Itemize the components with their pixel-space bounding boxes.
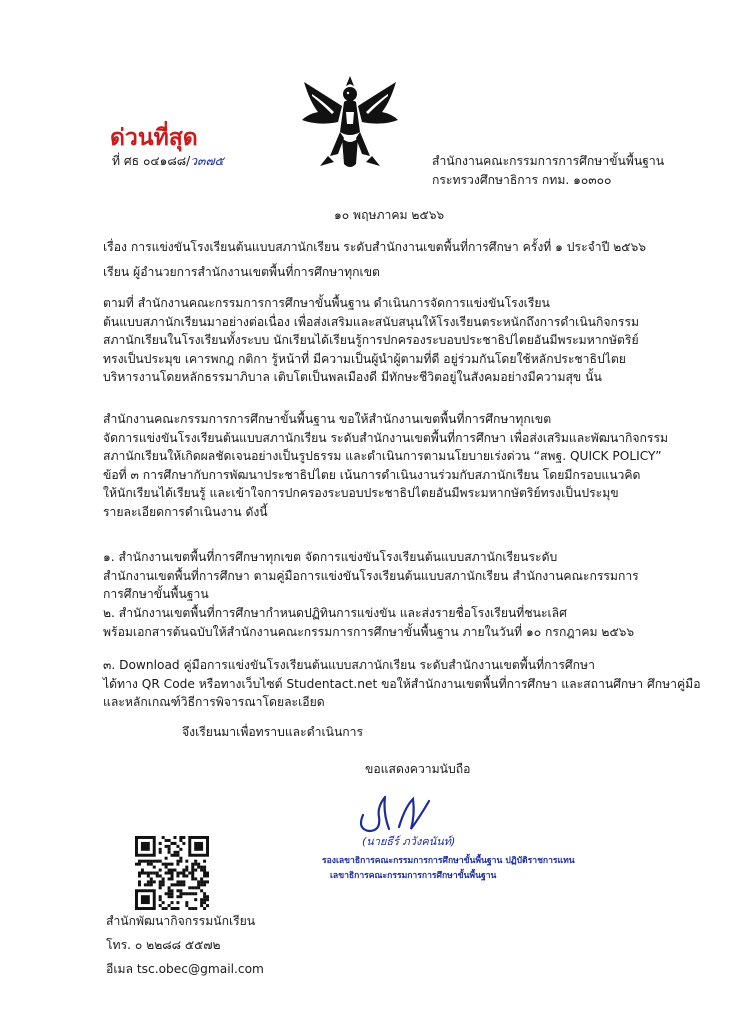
paragraph-line: บริหารงานโดยหลักธรรมาภิบาล เติบโตเป็นพลเมืองดี มีทักษะชีวิตอยู่ในสังคมอย่างมีความสุข นั้น	[103, 370, 602, 384]
paragraph-item-1	[103, 548, 663, 604]
paragraph-line: สำนักงานเขตพื้นที่การศึกษา ตามคู่มือการแข่งขันโรงเรียนต้นแบบสภานักเรียน สำนักงานคณะกรรมการ	[103, 568, 639, 583]
closing-line: จึงเรียนมาเพื่อทราบและดำเนินการ	[182, 725, 364, 739]
garuda-emblem-icon	[300, 72, 400, 172]
reference-prefix: ที่ ศธ ๐๔๑๘๘/	[112, 154, 191, 168]
paragraph-line: ต้นแบบสภานักเรียนมาอย่างต่อเนื่อง เพื่อส่งเสริมและสนับสนุนให้โรงเรียนตระหนักถึงการดำเนินกิจกรรม	[103, 314, 640, 329]
signer-title-secondary: เลขาธิการคณะกรรมการการศึกษาขั้นพื้นฐาน	[330, 871, 497, 881]
letter-subject: เรื่อง การแข่งขันโรงเรียนต้นแบบสภานักเรียน ระดับสำนักงานเขตพื้นที่การศึกษา ครั้งที่ ๑ ประจำปี ๒๕๖๖	[103, 240, 646, 254]
org-address: กระทรวงศึกษาธิการ กทม. ๑๐๓๐๐	[432, 173, 612, 187]
paragraph-line: ๑. สำนักงานเขตพื้นที่การศึกษาทุกเขต จัดการแข่งขันโรงเรียนต้นแบบสภานักเรียนระดับ	[103, 550, 558, 564]
footer-department: สำนักพัฒนากิจกรรมนักเรียน	[106, 914, 256, 928]
footer-phone: โทร. ๐ ๒๒๘๘ ๕๕๗๒	[106, 938, 221, 952]
reference-number	[112, 152, 224, 170]
paragraph-line: และหลักเกณฑ์วิธีการพิจารณาโดยละเอียด	[103, 695, 325, 709]
paragraph-line: ทรงเป็นประมุข เคารพกฎ กติกา รู้หน้าที่ มีความเป็นผู้นำผู้ตามที่ดี อยู่ร่วมกันโดยใช้หลักประชาธิปไตย	[103, 351, 626, 366]
paragraph-line: ข้อที่ ๓ การศึกษากับการพัฒนาประชาธิปไตย เน้นการดำเนินงานร่วมกับสภานักเรียน โดยมีกรอบแนวคิด	[103, 467, 641, 482]
paragraph-line: พร้อมเอกสารต้นฉบับให้สำนักงานคณะกรรมการการศึกษาขั้นพื้นฐาน ภายในวันที่ ๑๐ กรกฎาคม ๒๕๖๖	[103, 624, 635, 639]
paragraph-line: ๒. สำนักงานเขตพื้นที่การศึกษากำหนดปฏิทินการแข่งขัน และส่งรายชื่อโรงเรียนที่ชนะเลิศ	[103, 606, 567, 620]
org-name: สำนักงานคณะกรรมการการศึกษาขั้นพื้นฐาน	[432, 154, 665, 168]
paragraph-line: สำนักงานคณะกรรมการการศึกษาขั้นพื้นฐาน ขอให้สำนักงานเขตพื้นที่การศึกษาทุกเขต	[103, 412, 552, 426]
paragraph-request	[103, 410, 669, 521]
qr-code-icon	[135, 836, 209, 910]
paragraph-line: ให้นักเรียนได้เรียนรู้ และเข้าใจการปกครองระบอบประชาธิปไตยอันมีพระมหากษัตริย์ทรงเป็นประมุข	[103, 486, 619, 500]
paragraph-item-3	[103, 656, 701, 712]
paragraph-line: สภานักเรียนให้เกิดผลชัดเจนอย่างเป็นรูปธรรม และดำเนินการตามนโยบายเร่งด่วน “สพฐ. QUICK POLICY”	[103, 449, 662, 463]
handwritten-signature	[355, 785, 445, 837]
urgent-stamp: ด่วนที่สุด	[110, 124, 198, 151]
footer-email: อีเมล tsc.obec@gmail.com	[106, 962, 264, 976]
paragraph-line: ๓. Download คู่มือการแข่งขันโรงเรียนต้นแบบสภานักเรียน ระดับสำนักงานเขตพื้นที่การศึกษา	[103, 658, 595, 672]
reference-handwritten: ว๓๗๕	[190, 154, 224, 168]
paragraph-background	[103, 294, 663, 387]
paragraph-line: จัดการแข่งขันโรงเรียนต้นแบบสภานักเรียน ระดับสำนักงานเขตพื้นที่การศึกษา เพื่อส่งเสริมและพัฒนากิจกรรม	[103, 430, 669, 445]
paragraph-line: ตามที่ สำนักงานคณะกรรมการการศึกษาขั้นพื้นฐาน ดำเนินการจัดการแข่งขันโรงเรียน	[103, 296, 550, 310]
paragraph-item-2	[103, 604, 663, 641]
signer-title: รองเลขาธิการคณะกรรมการการศึกษาขั้นพื้นฐาน ปฏิบัติราชการแทน	[322, 856, 575, 866]
paragraph-line: รายละเอียดการดำเนินงาน ดังนี้	[103, 504, 268, 519]
paragraph-line: การศึกษาขั้นพื้นฐาน	[103, 587, 209, 601]
letter-date: ๑๐ พฤษภาคม ๒๕๖๖	[334, 208, 445, 222]
signer-name: (นายธีร์ ภวังคนันท์)	[362, 835, 456, 848]
paragraph-line: ได้ทาง QR Code หรือทางเว็บไซต์ Studentact.net ขอให้สำนักงานเขตพื้นที่การศึกษา และสถานศึกษา ศึกษาคู่มือ	[103, 676, 701, 691]
paragraph-line: สภานักเรียนในโรงเรียนทั้งระบบ นักเรียนได้เรียนรู้การปกครองระบอบประชาธิปไตยอันมีพระมหากษัตริย์	[103, 333, 639, 347]
regards-line: ขอแสดงความนับถือ	[365, 762, 471, 776]
letter-recipient: เรียน ผู้อำนวยการสำนักงานเขตพื้นที่การศึกษาทุกเขต	[103, 265, 380, 279]
